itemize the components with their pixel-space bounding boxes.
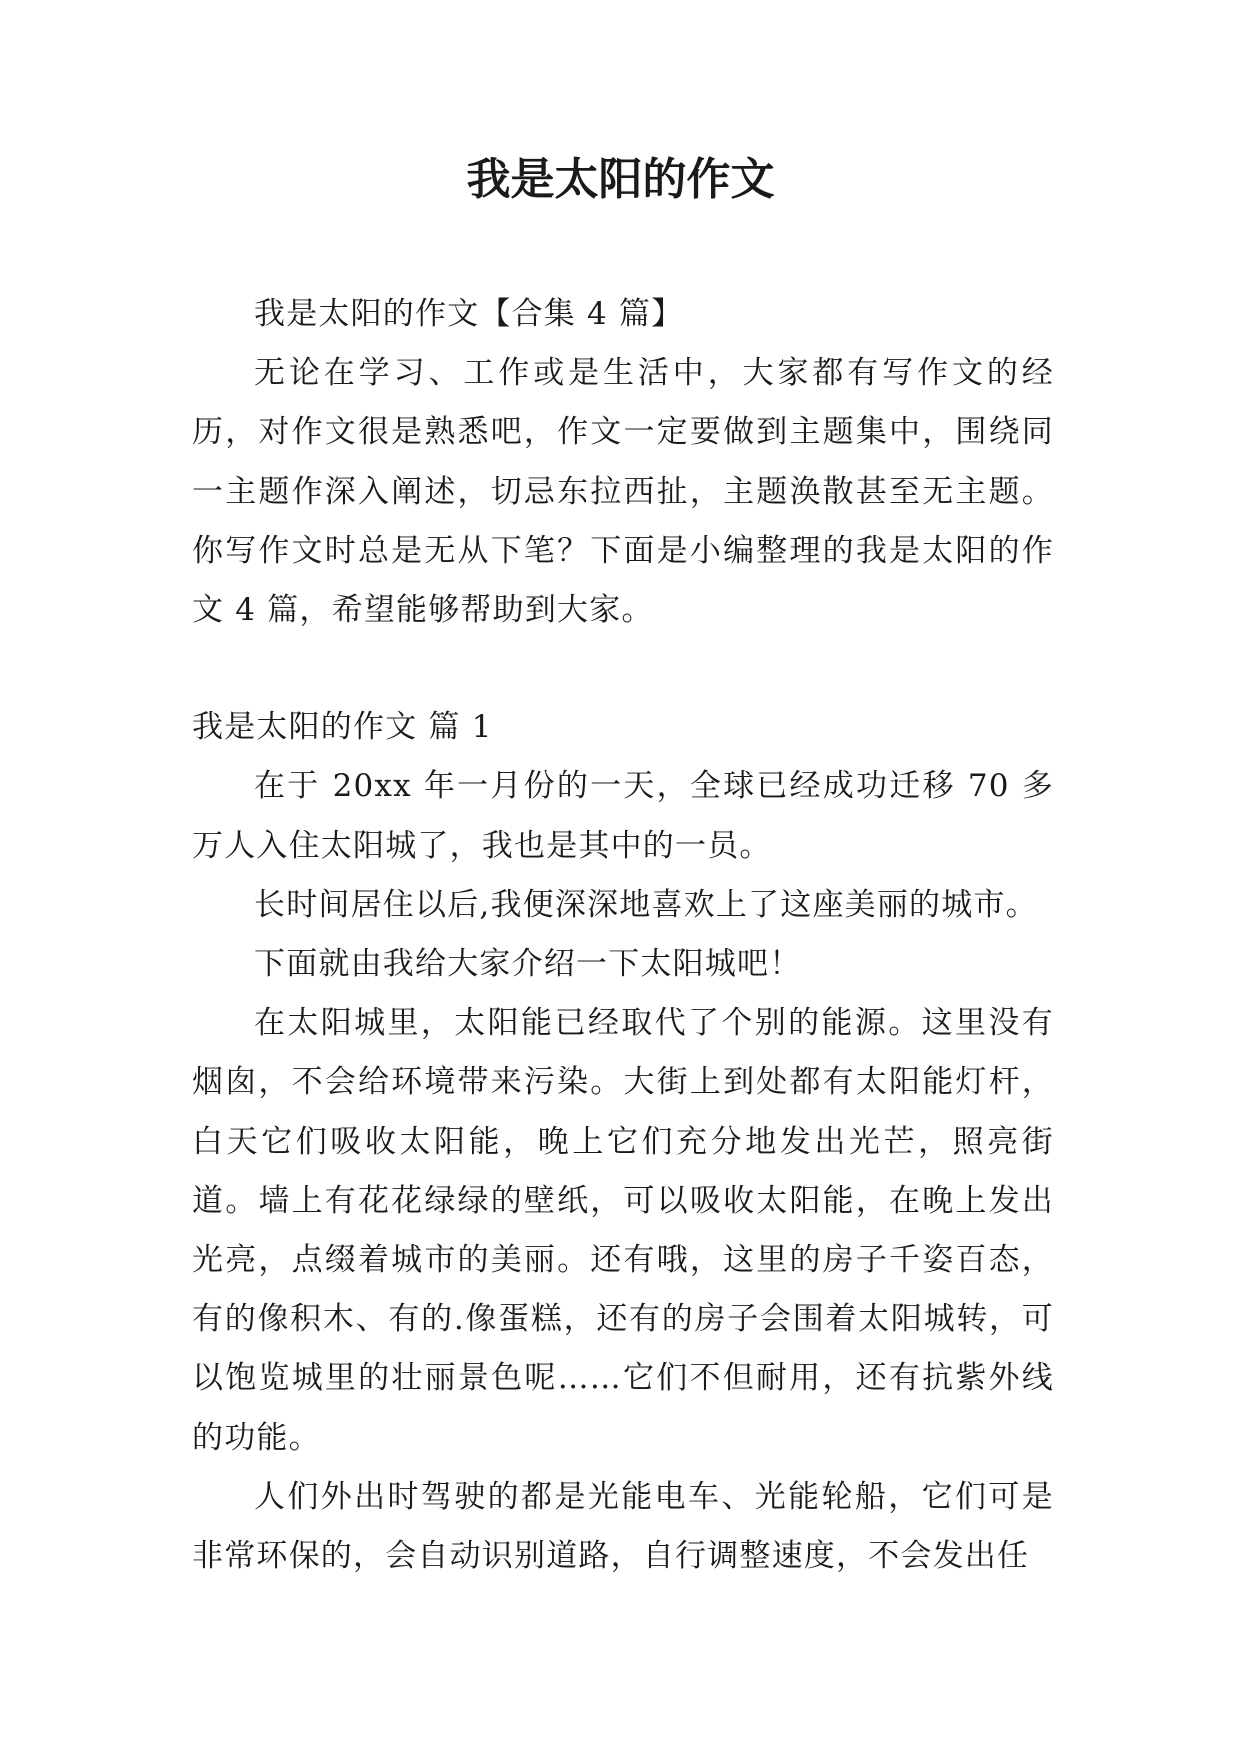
body-paragraph-2: 长时间居住以后,我便深深地喜欢上了这座美丽的城市。 [254,886,1038,923]
body-paragraph-4: 在太阳城里，太阳能已经取代了个别的能源。这里没有烟囱，不会给环境带来污染。大街上到处都有太阳能灯杆，白天它们吸收太阳能，晚上它们充分地发出光芒，照亮街道。墙上有花花绿绿的壁纸，可以吸收太阳能，在晚上发出光亮，点缀着城市的美丽。还有哦，这里的房子千姿百态，有的像积木、有的.像蛋糕，还有的房子会围着太阳城转，可以饱览城里的壮丽景色呢……它们不但耐用，还有抗紫外线的功能。 [192,1005,1054,1456]
body-paragraph-1: 在于 20xx 年一月份的一天，全球已经成功迁移 70 多万人入住太阳城了，我也是其中的一员。 [192,768,1054,864]
intro-paragraph: 无论在学习、工作或是生活中，大家都有写作文的经历，对作文很是熟悉吧，作文一定要做到主题集中，围绕同一主题作深入阐述，切忌东拉西扯，主题涣散甚至无主题。你写作文时总是无从下笔？下面是小编整理的我是太阳的作文 4 篇，希望能够帮助到大家。 [192,355,1054,629]
document-title: 我是太阳的作文 [466,154,775,205]
section-heading: 我是太阳的作文 篇 1 [192,709,493,746]
body-paragraph-5: 人们外出时驾驶的都是光能电车、光能轮船，它们可是非常环保的，会自动识别道路，自行调整速度，不会发出任 [192,1478,1054,1575]
document-subtitle: 我是太阳的作文【合集 4 篇】 [254,296,684,332]
document-body [192,285,1054,1586]
body-paragraph-3: 下面就由我给大家介绍一下太阳城吧！ [254,946,802,983]
section-spacer [192,640,1054,698]
